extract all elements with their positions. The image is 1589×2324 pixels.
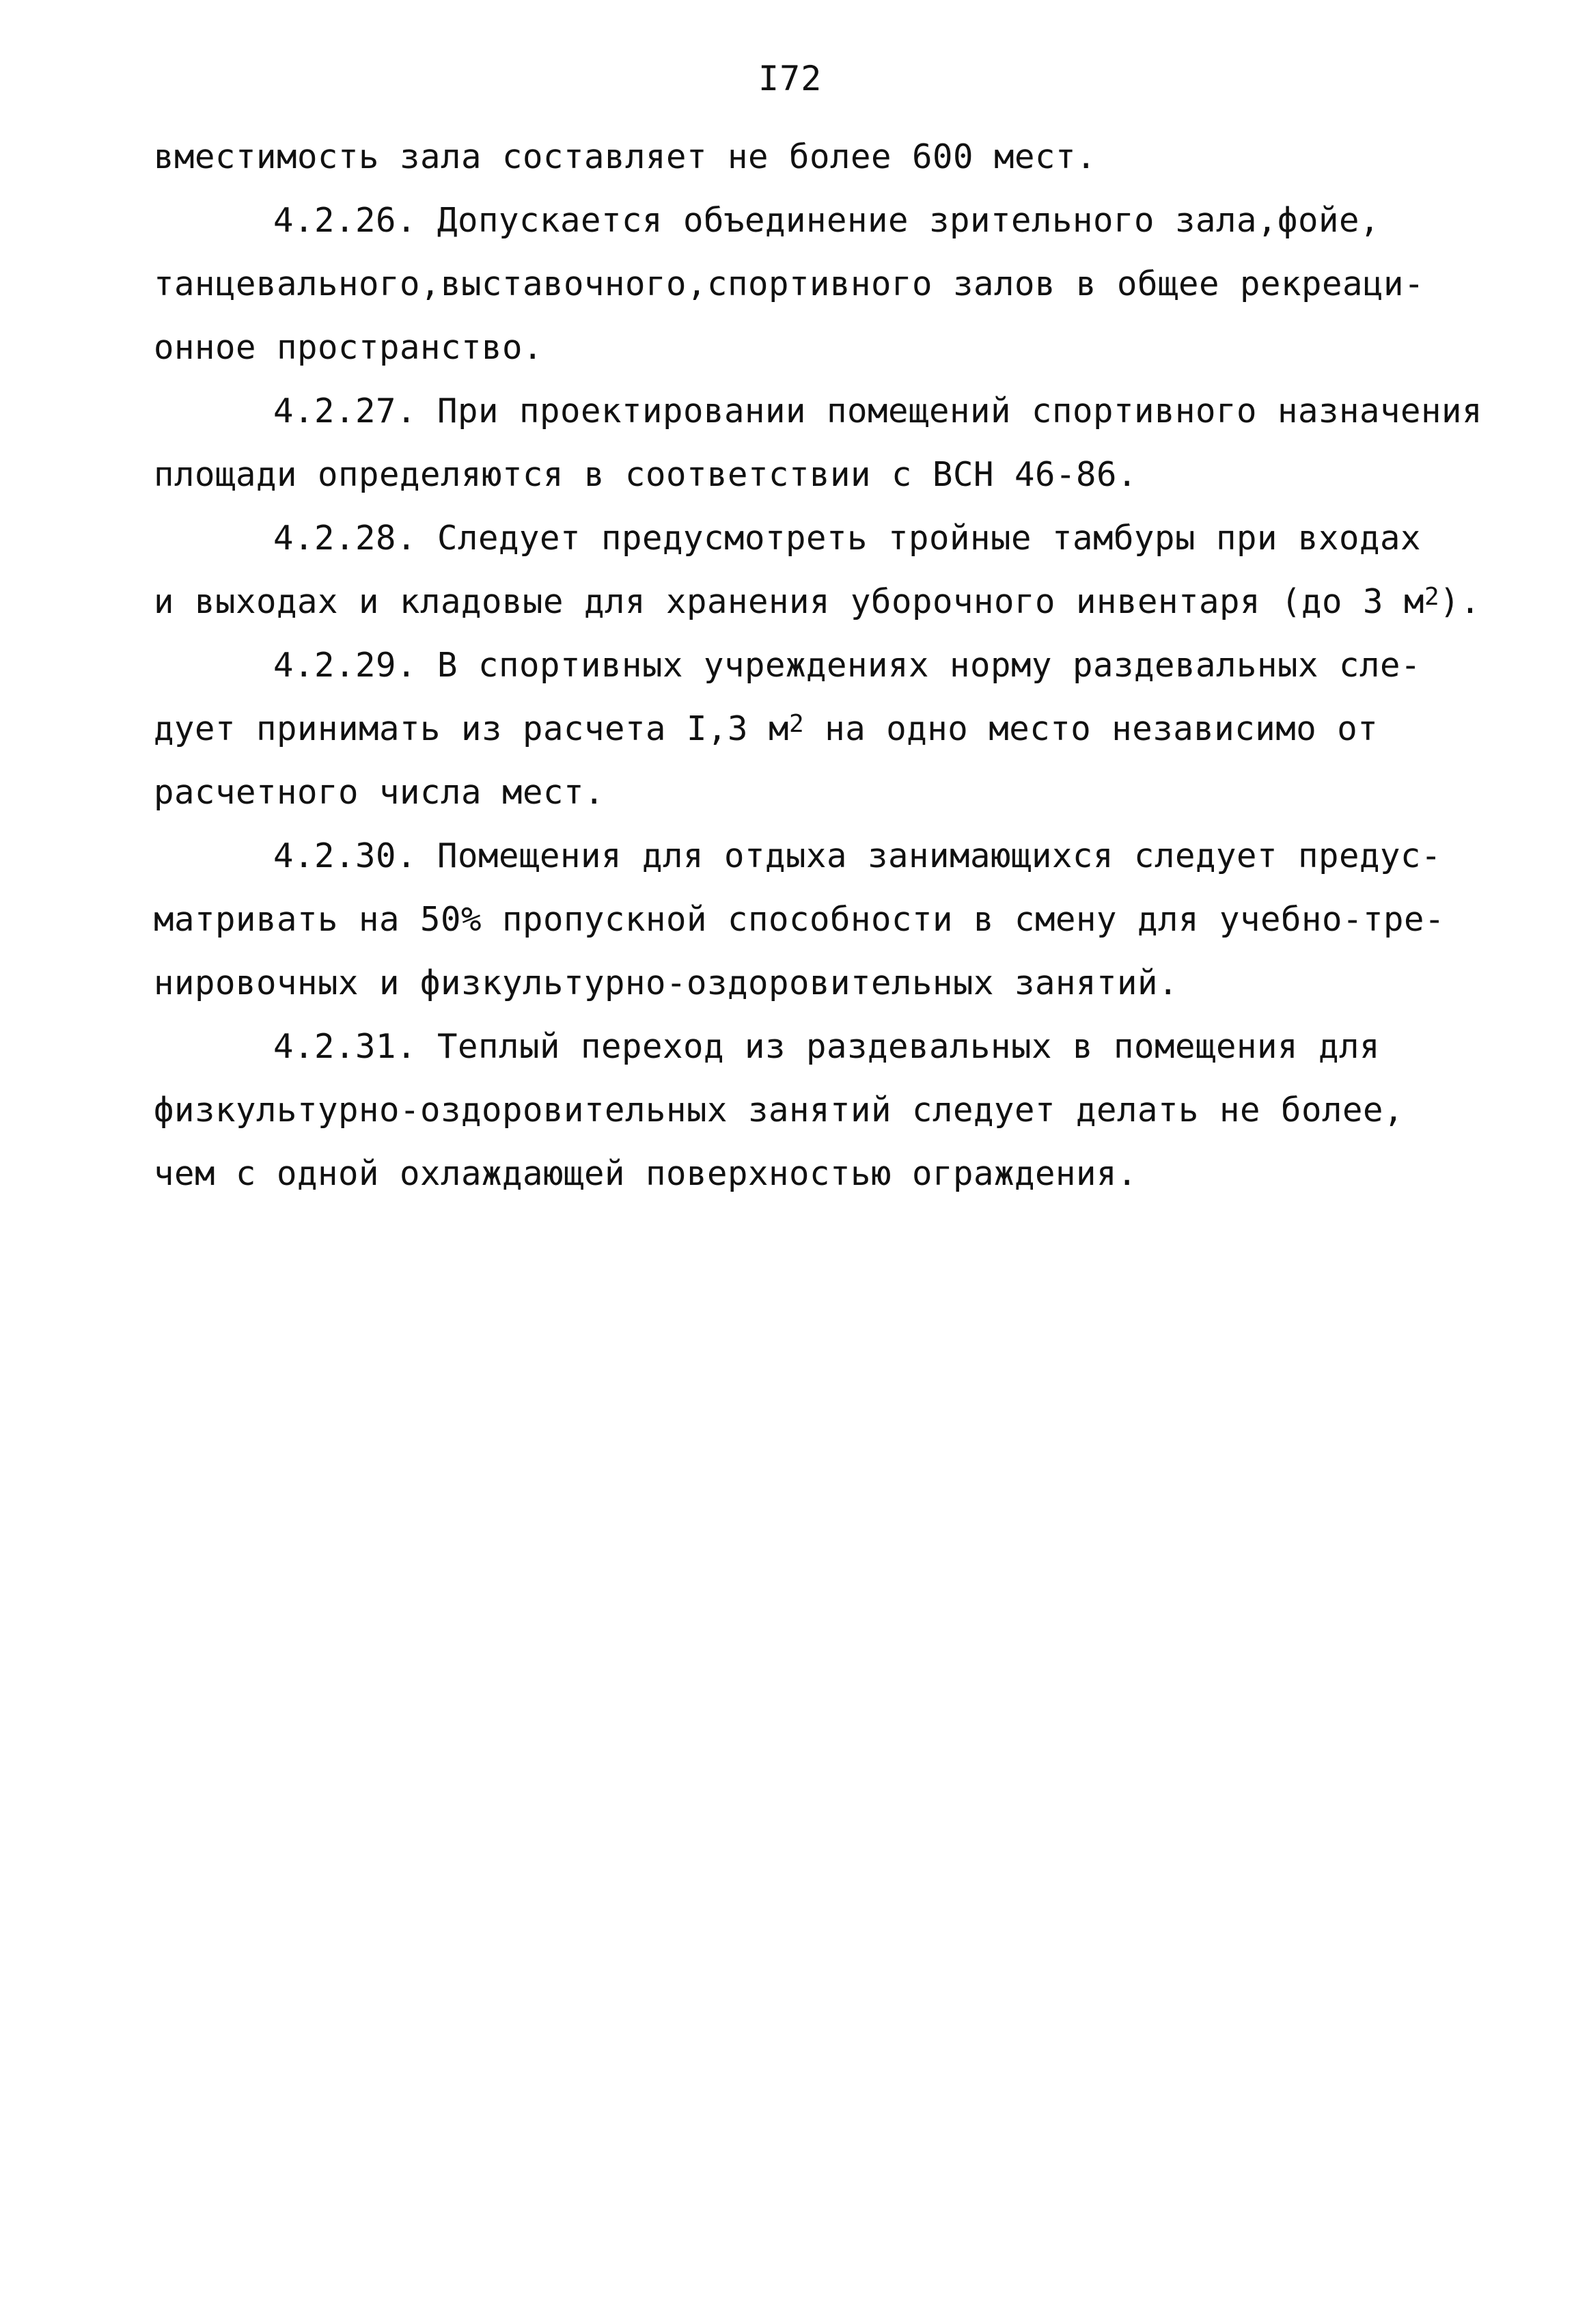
superscript: 2 (1424, 583, 1440, 611)
text-line: матривать на 50% пропускной способности в смену для учебно-тре- (154, 900, 1446, 939)
text-line: 4.2.27. При проектировании помещений спортивного назначения (273, 392, 1483, 430)
text-line: нировочных и физкультурно-оздоровительных занятий. (154, 963, 1179, 1002)
text-line: чем с одной охлаждающей поверхностью ограждения. (154, 1154, 1138, 1193)
page-number: I72 (758, 59, 823, 98)
text-fragment: на одно место независимо от (804, 709, 1379, 748)
text-line: вместимость зала составляет не более 600 мест. (154, 137, 1097, 176)
text-line (154, 709, 1379, 748)
text-line: 4.2.26. Допускается объединение зрительного зала,фойе, (273, 201, 1381, 240)
text-line: 4.2.29. В спортивных учреждениях норму раздевальных сле- (273, 646, 1422, 685)
text-fragment: ). (1439, 582, 1481, 621)
text-line: 4.2.30. Помещения для отдыха занимающихся следует предус- (273, 836, 1442, 875)
text-line: площади определяются в соответствии с ВСН 46-86. (154, 455, 1138, 494)
text-line (154, 582, 1481, 621)
text-line: физкультурно-оздоровительных занятий следует делать не более, (154, 1091, 1405, 1130)
text-fragment: дует принимать из расчета I,3 м (154, 709, 790, 748)
superscript: 2 (789, 710, 805, 738)
text-line: 4.2.31. Теплый переход из раздевальных в помещения для (273, 1027, 1381, 1066)
text-fragment: и выходах и кладовые для хранения уборочного инвентаря (до 3 м (154, 582, 1425, 621)
text-line: танцевального,выставочного,спортивного залов в общее рекреаци- (154, 264, 1425, 303)
text-line: онное пространство. (154, 328, 544, 367)
text-line: 4.2.28. Следует предусмотреть тройные тамбуры при входах (273, 519, 1422, 558)
text-line: расчетного числа мест. (154, 773, 605, 812)
